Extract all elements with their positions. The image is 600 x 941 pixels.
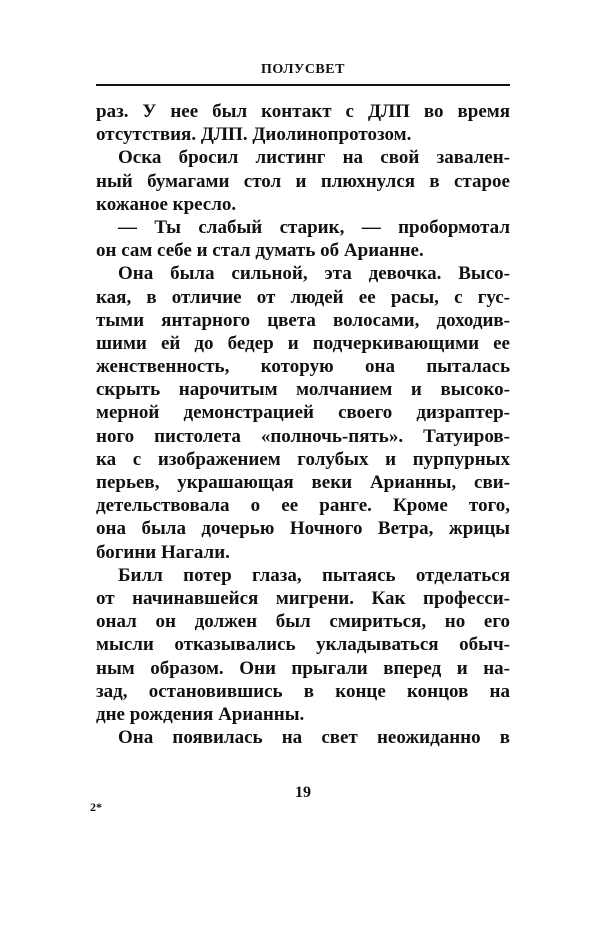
text-line: он сам себе и стал думать об Арианне. [96,240,424,262]
text-line: — Ты слабый старик, — пробормотал [118,216,510,238]
text-line: ный бумагами стол и плюхнулся в старое [96,170,510,192]
text-line: кожаное кресло. [96,193,237,215]
text-line: перьев, украшающая веки Арианны, сви- [96,472,510,493]
text-line: богини Нагали. [96,541,230,563]
text-line: раз. У нее был контакт с ДЛП во время [96,101,510,122]
text-line: мерной демонстрацией своего дизраптер- [96,402,510,424]
text-line: ным образом. Они прыгали вперед и на- [96,657,510,679]
text-line: зад, остановившись в конце концов на [96,680,510,702]
running-head: ПОЛУСВЕТ [261,62,345,77]
page-number: 19 [295,784,311,801]
text-line: детельствовала о ее ранге. Кроме того, [96,495,510,517]
text-line: кая, в отличие от людей ее расы, с гус- [96,286,510,308]
text-line: дне рождения Арианны. [96,703,305,725]
text-line: Оска бросил листинг на свой завален- [118,147,510,169]
text-line: мысли отказывались укладываться обыч- [96,634,510,656]
text-line: женственность, которую она пыталась [96,356,510,378]
text-line: от начинавшейся мигрени. Как професси- [96,587,510,609]
text-line: шими ей до бедер и подчеркивающими ее [96,332,510,354]
text-line: ного пистолета «полночь-пять». Татуиров- [96,425,510,447]
text-line: скрыть нарочитым молчанием и высоко- [96,379,510,401]
text-line: Она появилась на свет неожиданно в [118,727,510,749]
text-line: тыми янтарного цвета волосами, доходив- [96,309,510,331]
body-text [96,100,510,749]
text-line: Билл потер глаза, пытаясь отделаться [118,564,510,586]
header-rule [96,84,510,86]
text-line: отсутствия. ДЛП. Диолинопротозом. [96,124,412,146]
signature-mark: 2* [90,800,102,814]
text-line: Она была сильной, эта девочка. Высо- [118,263,510,285]
text-line: ка с изображением голубых и пурпурных [96,448,510,470]
text-line: онал он должен был смириться, но его [96,611,510,633]
text-line: она была дочерью Ночного Ветра, жрицы [96,518,510,540]
